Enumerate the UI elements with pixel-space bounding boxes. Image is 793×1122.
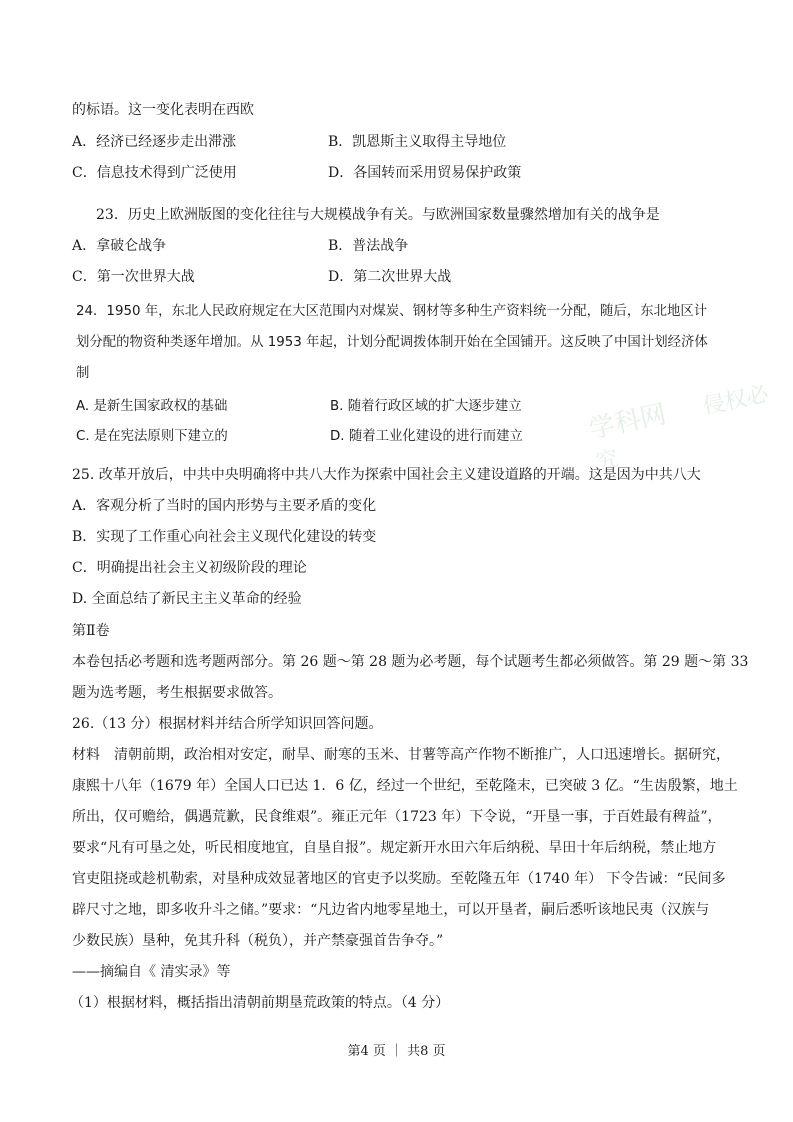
q24-option-a: A. 是新生国家政权的基础 [76,399,228,414]
q24-stem-line-2: 划分配的物资种类逐年增加。从 1953 年起，计划分配调拨体制开始在全国铺开。这反映了中国计划经济体 [76,335,708,350]
q22-option-b: B．凯恩斯主义取得主导地位 [328,134,507,150]
q22-option-d: D．各国转而采用贸易保护政策 [328,165,522,181]
part2-intro-line-1: 本卷包括必考题和选考题两部分。第 26 题～第 28 题为必考题，每个试题考生都必须做答。第 29 题～第 33 [72,654,749,670]
q22-option-c: C．信息技术得到广泛使用 [72,165,237,181]
q26-material-line-2: 康熙十八年（1679 年）全国人口已达 1．6 亿，经过一个世纪，至乾隆末，已突破 3 亿。“生齿殷繁，地土 [72,778,738,794]
part2-title: 第Ⅱ卷 [72,623,110,639]
q23-option-b: B．普法战争 [328,238,409,254]
q24-stem-line-3: 制 [76,366,90,381]
q23-option-a: A．拿破仑战争 [72,238,167,254]
q25-option-d: D. 全面总结了新民主主义革命的经验 [72,591,302,607]
q26-material-line-6: 辟尺寸之地，即多收升斗之储。”要求：“凡边省内地零星地土，可以开垦者，嗣后悉听该地民夷（汉族与 [72,902,710,918]
q26-material-line-4: 要求“凡有可垦之处，听民相度地宜，自垦自报”。规定新开水田六年后纳税、旱田十年后纳税，禁止地方 [72,840,717,856]
q25-option-a: A．客观分析了当时的国内形势与主要矛盾的变化 [72,498,377,514]
q24-stem-line-1: 24．1950 年，东北人民政府规定在大区范围内对煤炭、钢材等多种生产资料统一分配，随后，东北地区计 [76,304,708,319]
q26-material-line-5: 官吏阻挠或趁机勒索，对垦种成效显著地区的官吏予以奖励。至乾隆五年（1740 年） 下令告诫：“民间多 [72,871,726,887]
q24-option-d: D. 随着工业化建设的进行而建立 [330,429,523,444]
q26-material-line-7: 少数民族）垦种，免其升科（税负），并产禁豪强首告争夺。” [72,933,444,949]
q25-stem: 25. 改革开放后，中共中央明确将中共八大作为探索中国社会主义建设道路的开端。这是因为中共八大 [72,467,701,483]
q26-material-line-1: 材料 清朝前期，政治相对安定，耐旱、耐寒的玉米、甘薯等高产作物不断推广，人口迅速增长。据研究， [72,747,730,763]
q26-stem: 26.（13 分）根据材料并结合所学知识回答问题。 [72,716,383,732]
watermark-text-2: 侵权必究 [593,381,771,476]
q25-option-c: C．明确提出社会主义初级阶段的理论 [72,560,307,576]
q25-option-b: B．实现了工作重心向社会主义现代化建设的转变 [72,529,377,545]
q22-stem-tail: 的标语。这一变化表明在西欧 [72,102,254,118]
q26-source: ——摘编自《 清实录》等 [72,964,231,980]
part2-intro-line-2: 题为选考题，考生根据要求做答。 [72,685,282,701]
q24-option-c: C. 是在宪法原则下建立的 [76,429,228,444]
q23-stem: 23．历史上欧洲版图的变化往往与大规模战争有关。与欧洲国家数量骤然增加有关的战争是 [96,207,660,223]
q26-sub-question-1: （1）根据材料，概括指出清朝前期垦荒政策的特点。（4 分） [70,995,450,1011]
q23-option-d: D．第二次世界大战 [328,269,452,285]
watermark [585,368,793,477]
q26-material-line-3: 所出，仅可赡给，偶遇荒歉，民食维艰”。雍正元年（1723 年）下令说，“开垦一事，于百姓最有稗益”， [72,809,722,825]
q24-option-b: B. 随着行政区域的扩大逐步建立 [330,399,522,414]
q22-option-a: A．经济已经逐步走出滞涨 [72,134,237,150]
q23-option-c: C．第一次世界大战 [72,269,195,285]
page-footer: 第4 页 ｜ 共8 页 [347,1044,446,1059]
watermark-text-1: 学科网 [586,399,669,446]
